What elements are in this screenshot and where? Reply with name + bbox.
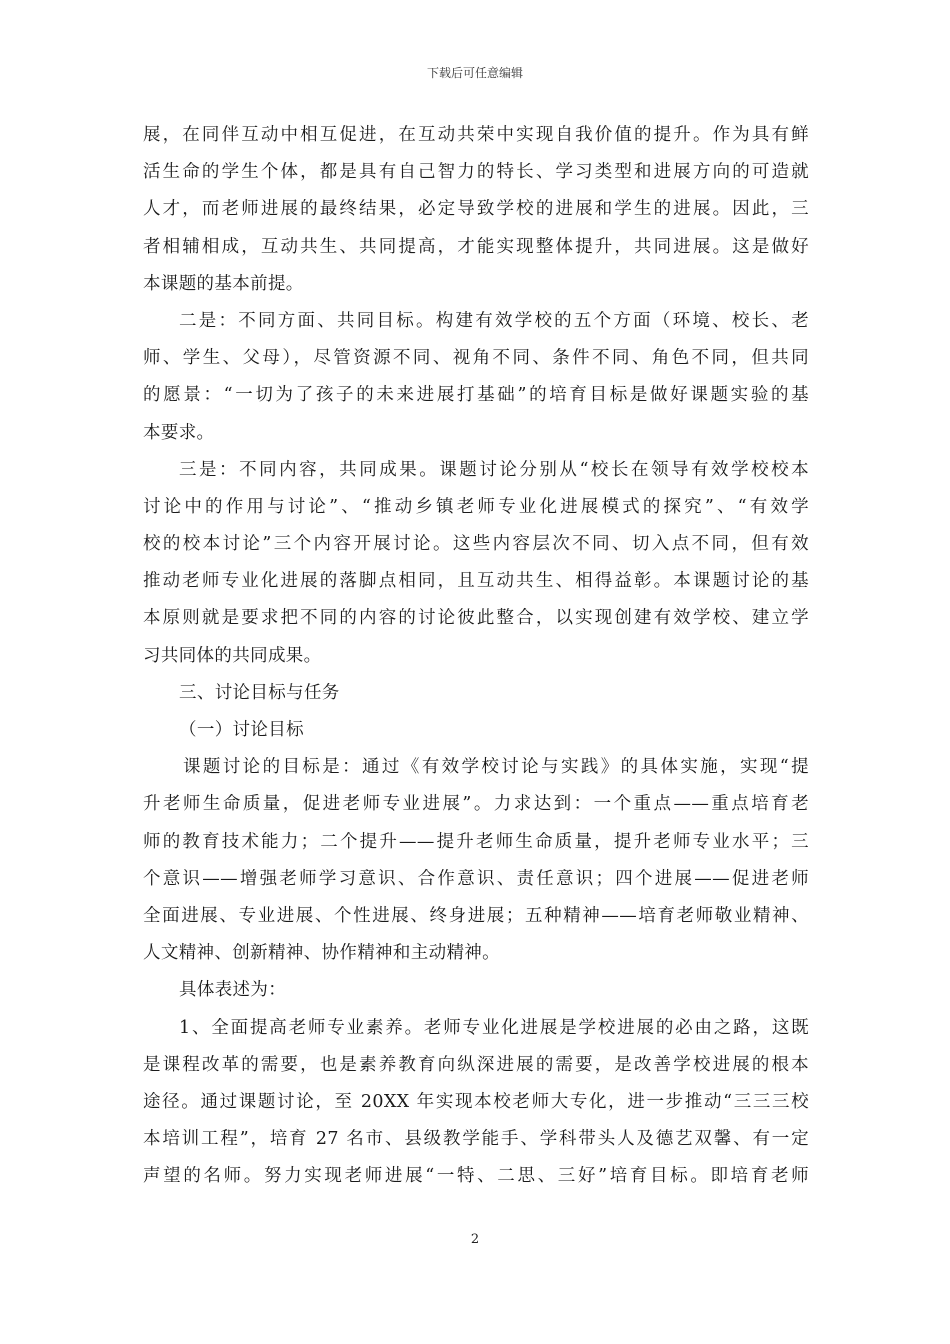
text-line: 人才，而老师进展的最终结果，必定导致学校的进展和学生的进展。因此，三: [143, 199, 809, 220]
page-header: 下载后可任意编辑: [426, 66, 523, 80]
text-line: 升老师生命质量，促进老师专业进展”。力求达到：一个重点——重点培育老: [143, 794, 809, 815]
text-line: 本课题的基本前提。: [143, 273, 304, 294]
text-line: 具体表述为：: [179, 980, 287, 1001]
text-line: 是课程改革的需要，也是素养教育向纵深进展的需要，是改善学校进展的根本: [143, 1054, 809, 1075]
text-line: 的愿景：“一切为了孩子的未来进展打基础”的培育目标是做好课题实验的基: [143, 385, 809, 406]
text-line: 三是：不同内容，共同成果。课题讨论分别从“校长在领导有效学校校本: [179, 459, 809, 480]
text-line: 全面进展、专业进展、个性进展、终身进展；五种精神——培育老师敬业精神、: [143, 905, 809, 926]
text-line: 途径。通过课题讨论，至 20XX 年实现本校老师大专化，进一步推动“三三三校: [143, 1091, 809, 1112]
text-line: 二是：不同方面、共同目标。构建有效学校的五个方面（环境、校长、老: [179, 310, 809, 331]
text-line: 人文精神、创新精神、协作精神和主动精神。: [143, 943, 500, 964]
text-line: 本要求。: [143, 422, 215, 443]
text-line: 1、全面提高老师专业素养。老师专业化进展是学校进展的必由之路，这既: [179, 1017, 809, 1038]
text-line: 本培训工程”，培育 27 名市、县级教学能手、学科带头人及德艺双馨、有一定: [143, 1129, 809, 1150]
text-line: 三、讨论目标与任务: [179, 682, 340, 703]
text-line: 者相辅相成，互动共生、共同提高，才能实现整体提升，共同进展。这是做好: [143, 236, 809, 257]
text-line: 习共同体的共同成果。: [143, 645, 322, 666]
text-line: 推动老师专业化进展的落脚点相同，且互动共生、相得益彰。本课题讨论的基: [143, 571, 809, 592]
page-number: 2: [470, 1232, 480, 1247]
text-line: 课题讨论的目标是：通过《有效学校讨论与实践》的具体实施，实现“提: [183, 757, 809, 778]
text-line: 讨论中的作用与讨论”、“推动乡镇老师专业化进展模式的探究”、“有效学: [143, 496, 809, 517]
text-line: 展，在同伴互动中相互促进，在互动共荣中实现自我价值的提升。作为具有鲜: [143, 125, 809, 145]
text-line: 活生命的学生个体，都是具有自己智力的特长、学习类型和进展方向的可造就: [143, 162, 809, 183]
text-line: 声望的名师。努力实现老师进展“一特、二思、三好”培育目标。即培育老师: [143, 1166, 809, 1187]
document-body: [143, 117, 809, 1195]
text-line: 师、学生、父母），尽管资源不同、视角不同、条件不同、角色不同，但共同: [143, 348, 809, 369]
text-line: （一）讨论目标: [179, 720, 304, 740]
text-line: 本原则就是要求把不同的内容的讨论彼此整合，以实现创建有效学校、建立学: [143, 608, 809, 629]
text-line: 个意识——增强老师学习意识、合作意识、责任意识；四个进展——促进老师: [143, 868, 809, 889]
text-line: 师的教育技术能力；二个提升——提升老师生命质量，提升老师专业水平；三: [143, 831, 809, 852]
text-line: 校的校本讨论”三个内容开展讨论。这些内容层次不同、切入点不同，但有效: [143, 534, 809, 555]
